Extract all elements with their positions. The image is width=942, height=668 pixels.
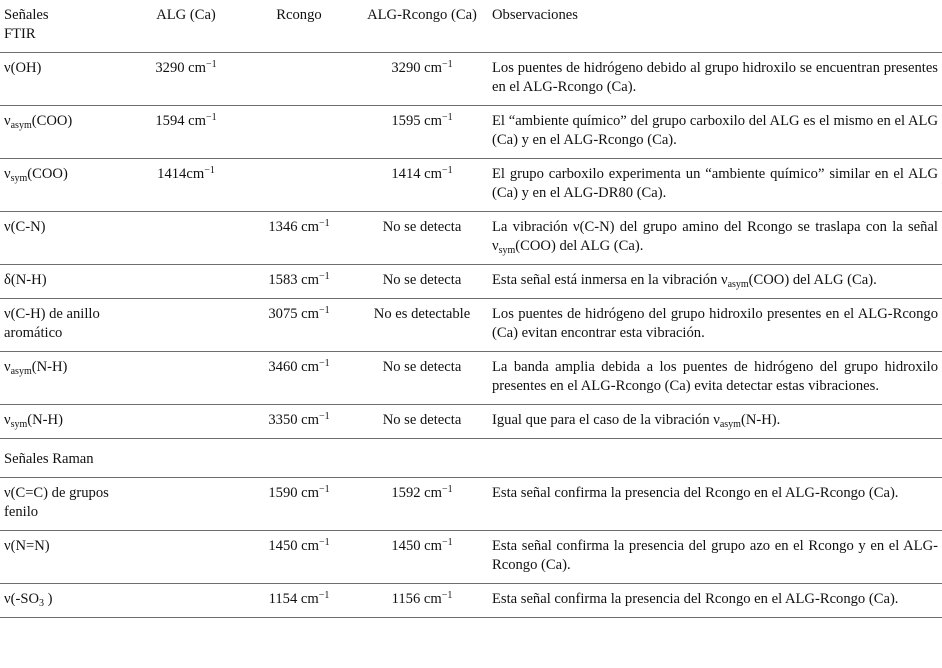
observation-text: Los puentes de hidrógeno debido al grupo hidroxilo se encuentran presentes en el ALG-Rcongo (Ca).: [492, 53, 942, 106]
nu-symbol: ν: [4, 591, 11, 607]
asym-subscript: asym: [10, 366, 32, 377]
alg-value: [126, 405, 246, 439]
observation-text: Esta señal confirma la presencia del Rcongo en el ALG-Rcongo (Ca).: [492, 584, 942, 618]
unit-exponent: −1: [442, 59, 453, 70]
nu-symbol: ν: [4, 219, 11, 235]
observation-text: [492, 212, 942, 265]
unit-exponent: −1: [319, 484, 330, 495]
header-alg-ca: ALG (Ca): [126, 0, 246, 53]
alg-value-text: 3290 cm: [155, 60, 207, 76]
alg-value: [126, 299, 246, 352]
sym-subscript: sym: [498, 245, 516, 256]
alg-rcongo-value: No se detecta: [352, 405, 492, 439]
alg-rcongo-value: [352, 478, 492, 531]
raman-section-label: Señales Raman: [0, 439, 942, 478]
alg-value: [126, 265, 246, 299]
observation-part: (COO) del ALG (Ca).: [515, 238, 644, 254]
signal-cell: [0, 352, 126, 405]
rcongo-value: [246, 106, 352, 159]
observation-part: Esta señal está inmersa en la vibración ν: [492, 272, 728, 288]
signal-cell: [0, 53, 126, 106]
header-alg-rcongo: ALG-Rcongo (Ca): [352, 0, 492, 53]
unit-exponent: −1: [206, 59, 217, 70]
unit-exponent: −1: [442, 165, 453, 176]
rcongo-value-text: 1590 cm: [268, 485, 320, 501]
signal-label: (N-H): [31, 359, 68, 375]
alg-rcongo-value-text: 1450 cm: [391, 538, 443, 554]
alg-value: [126, 212, 246, 265]
signal-label: (N=N): [10, 538, 50, 554]
alg-value-text: 1594 cm: [155, 113, 207, 129]
unit-exponent: −1: [442, 112, 453, 123]
observation-text: La banda amplia debida a los puentes de hidrógeno del grupo hidroxilo presentes en el ALG-Rcongo (Ca) evita detectar estas vibraciones.: [492, 352, 942, 405]
rcongo-value-text: 1583 cm: [268, 272, 320, 288]
alg-rcongo-value-text: 1592 cm: [391, 485, 443, 501]
raman-section-row: [0, 439, 942, 478]
signal-cell: [0, 478, 126, 531]
header-rcongo: Rcongo: [246, 0, 352, 53]
asym-subscript: asym: [727, 279, 749, 290]
table-row: [0, 212, 942, 265]
observation-text: [492, 405, 942, 439]
nu-symbol: ν: [4, 359, 11, 375]
sym-subscript: sym: [10, 173, 28, 184]
observation-text: Esta señal confirma la presencia del Rcongo en el ALG-Rcongo (Ca).: [492, 478, 942, 531]
signal-label: (COO): [27, 166, 68, 182]
signal-cell: [0, 106, 126, 159]
table-row: [0, 53, 942, 106]
asym-subscript: asym: [719, 419, 741, 430]
observation-text: Esta señal confirma la presencia del grupo azo en el Rcongo y en el ALG-Rcongo (Ca).: [492, 531, 942, 584]
nu-symbol: ν: [4, 306, 11, 322]
unit-exponent: −1: [319, 271, 330, 282]
table-row: [0, 159, 942, 212]
signal-label: (C-N): [10, 219, 46, 235]
signal-cell: [0, 405, 126, 439]
unit-exponent: −1: [442, 484, 453, 495]
rcongo-value-text: 3075 cm: [268, 306, 320, 322]
rcongo-value: [246, 265, 352, 299]
alg-rcongo-value: [352, 531, 492, 584]
alg-rcongo-value: No se detecta: [352, 265, 492, 299]
nu-symbol: ν: [4, 412, 11, 428]
nu-symbol: ν: [4, 113, 11, 129]
observation-text: Los puentes de hidrógeno del grupo hidroxilo presentes en el ALG-Rcongo (Ca) evitan encontrar esta vibración.: [492, 299, 942, 352]
table-row: [0, 299, 942, 352]
signal-cell: [0, 212, 126, 265]
signal-label: (-SO: [10, 591, 39, 607]
alg-rcongo-value: [352, 159, 492, 212]
signal-cell: [0, 584, 126, 618]
alg-value: [126, 531, 246, 584]
table-row: [0, 352, 942, 405]
table-row: [0, 405, 942, 439]
header-signals-label: Señales: [4, 7, 49, 23]
unit-exponent: −1: [206, 112, 217, 123]
signal-label: (C=C) de grupos fenilo: [4, 485, 109, 520]
rcongo-value-text: 3350 cm: [268, 412, 320, 428]
signal-cell: [0, 265, 126, 299]
alg-value: [126, 584, 246, 618]
alg-rcongo-value: [352, 584, 492, 618]
alg-rcongo-value-text: 1595 cm: [391, 113, 443, 129]
unit-exponent: −1: [319, 218, 330, 229]
observation-text: El grupo carboxilo experimenta un “ambiente químico” similar en el ALG (Ca) y en el ALG-DR80 (Ca).: [492, 159, 942, 212]
asym-subscript: asym: [10, 120, 32, 131]
signal-cell: [0, 299, 126, 352]
rcongo-value: [246, 531, 352, 584]
signal-cell: [0, 531, 126, 584]
signal-label: (OH): [10, 60, 42, 76]
unit-exponent: −1: [442, 537, 453, 548]
alg-rcongo-value-text: 3290 cm: [391, 60, 443, 76]
rcongo-value-text: 1154 cm: [268, 591, 319, 607]
observation-part: La vibración ν(C-N) del grupo amino del Rcongo se traslapa con la señal ν: [492, 219, 938, 254]
alg-value: [126, 159, 246, 212]
unit-exponent: −1: [319, 537, 330, 548]
header-observations: Observaciones: [492, 0, 942, 53]
alg-rcongo-value-text: 1414 cm: [391, 166, 443, 182]
rcongo-value: [246, 212, 352, 265]
so3-subscript: 3: [39, 598, 44, 609]
header-signals-ftir: [0, 0, 126, 53]
unit-exponent: −1: [319, 305, 330, 316]
unit-exponent: −1: [319, 358, 330, 369]
signal-label: (N-H): [27, 412, 63, 428]
unit-exponent: −1: [204, 165, 215, 176]
nu-symbol: ν: [4, 60, 11, 76]
unit-exponent: −1: [319, 411, 330, 422]
unit-exponent: −1: [441, 590, 453, 601]
delta-symbol: δ: [4, 272, 11, 288]
table-row: [0, 265, 942, 299]
header-ftir-label: FTIR: [4, 26, 36, 42]
table-row: [0, 531, 942, 584]
rcongo-value-text: 1450 cm: [268, 538, 320, 554]
signal-label-end: ): [44, 591, 53, 607]
alg-rcongo-value: No se detecta: [352, 352, 492, 405]
observation-part: Igual que para el caso de la vibración ν: [492, 412, 720, 428]
sym-subscript: sym: [10, 419, 28, 430]
rcongo-value-text: 1346 cm: [268, 219, 320, 235]
rcongo-value: [246, 478, 352, 531]
rcongo-value: [246, 53, 352, 106]
alg-rcongo-value: [352, 106, 492, 159]
unit-exponent: −1: [318, 590, 330, 601]
alg-rcongo-value: No es detectable: [352, 299, 492, 352]
header-row: [0, 0, 942, 53]
rcongo-value: [246, 405, 352, 439]
signal-label: (COO): [31, 113, 73, 129]
rcongo-value: [246, 352, 352, 405]
signal-cell: [0, 159, 126, 212]
nu-symbol: ν: [4, 166, 11, 182]
table-row: [0, 478, 942, 531]
rcongo-value-text: 3460 cm: [268, 359, 320, 375]
rcongo-value: [246, 299, 352, 352]
alg-rcongo-value-text: 1156 cm: [391, 591, 442, 607]
alg-value: [126, 53, 246, 106]
rcongo-value: [246, 584, 352, 618]
observation-part: (N-H).: [740, 412, 781, 428]
alg-value-text: 1414cm: [157, 166, 205, 182]
alg-value: [126, 106, 246, 159]
alg-rcongo-value: [352, 53, 492, 106]
nu-symbol: ν: [4, 485, 11, 501]
nu-symbol: ν: [4, 538, 11, 554]
alg-value: [126, 352, 246, 405]
observation-text: El “ambiente químico” del grupo carboxilo del ALG es el mismo en el ALG (Ca) y en el ALG-Rcongo (Ca).: [492, 106, 942, 159]
observation-text: [492, 265, 942, 299]
table-row: [0, 106, 942, 159]
alg-value: [126, 478, 246, 531]
rcongo-value: [246, 159, 352, 212]
table-row: [0, 584, 942, 618]
observation-part: (COO) del ALG (Ca).: [748, 272, 877, 288]
alg-rcongo-value: No se detecta: [352, 212, 492, 265]
signal-label: (N-H): [10, 272, 47, 288]
signal-label: (C-H) de anillo aromático: [4, 306, 100, 341]
